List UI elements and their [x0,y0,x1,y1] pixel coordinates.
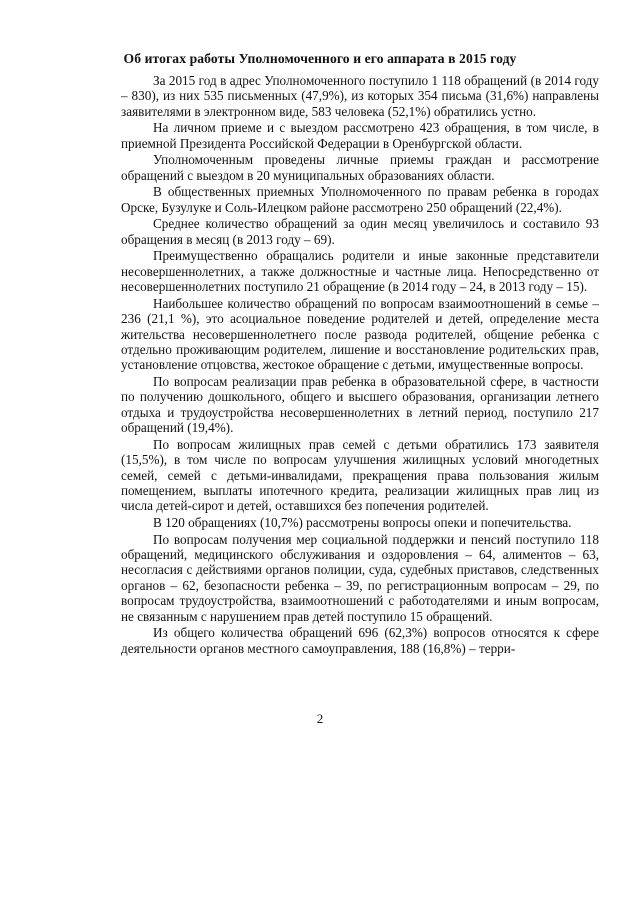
document-body [121,73,599,657]
paragraph-public-offices: В общественных приемных Уполномоченного по правам ребенка в городах Орске, Бузулуке и Соль-Илецком районе рассмотрено 250 обращений (22,4%). [121,184,599,215]
paragraph-guardianship: В 120 обращениях (10,7%) рассмотрены вопросы опеки и попечительства. [153,515,572,531]
paragraph-applicants: Преимущественно обращались родители и иные законные представители несовершеннолетних, а также должностные и частные лица. Непосредственно от несовершеннолетних поступило 21 обращение (в 2014 году – 24, в 2013 году – 15). [121,248,599,295]
paragraph-municipal-visits: Уполномоченным проведены личные приемы граждан и рассмотрение обращений с выездом в 20 муниципальных образованиях области. [121,152,599,183]
paragraph-education: По вопросам реализации прав ребенка в образовательной сфере, в частности по получению дошкольного, общего и высшего образования, организации летнего отдыха и трудоустройства несовершеннолетних в летний период, поступило 217 обращений (19,4%). [121,374,599,436]
paragraph-monthly-average: Среднее количество обращений за один месяц увеличилось и составило 93 обращения в месяц (в 2013 году – 69). [121,216,599,247]
document-title: Об итогах работы Уполномоченного и его аппарата в 2015 году [123,51,517,66]
paragraph-appeals-total: За 2015 год в адрес Уполномоченного поступило 1 118 обращений (в 2014 году – 830), из них 535 письменных (47,9%), из которых 354 письма (31,6%) направлены заявителями в электронном виде, 583 человека (52,1%) обратились устно. [121,73,599,119]
page-number: 2 [316,711,324,726]
paragraph-social-support: По вопросам получения мер социальной поддержки и пенсий поступило 118 обращений, медицинского обслуживания и оздоровления – 64, алиментов – 63, несогласия с действиями органов полиции, суда, судебных приставов, следственных органов – 62, безопасности ребенка – 39, по регистрационным вопросам – 29, по вопросам трудоустройства, взаимоотношений с работодателями и иным вопросам, не связанным с нарушением прав детей поступило 15 обращений. [121,531,599,624]
paragraph-family-relations: Наибольшее количество обращений по вопросам взаимоотношений в семье – 236 (21,1 %), это асоциальное поведение родителей и детей, определение места жительства несовершеннолетнего после развода родителей, общение ребенка с отдельно проживающим родителем, лишение и восстановление родительских прав, установление отцовства, жестокое обращение с детьми, имущественные вопросы. [121,295,599,373]
paragraph-personal-reception: На личном приеме и с выездом рассмотрено 423 обращения, в том числе, в приемной Президента Российской Федерации в Оренбургской области. [121,120,599,151]
paragraph-local-government: Из общего количества обращений 696 (62,3%) вопросов относятся к сфере деятельности органов местного самоуправления, 188 (16,8%) – терри- [121,625,599,656]
paragraph-housing: По вопросам жилищных прав семей с детьми обратились 173 заявителя (15,5%), в том числе по вопросам улучшения жилищных условий многодетных семей, семей с детьми-инвалидами, прекращения права пользования жилым помещением, выплаты ипотечного кредита, реализации жилищных прав лиц из числа детей-сирот и детей, оставшихся без попечения родителей. [121,436,599,514]
